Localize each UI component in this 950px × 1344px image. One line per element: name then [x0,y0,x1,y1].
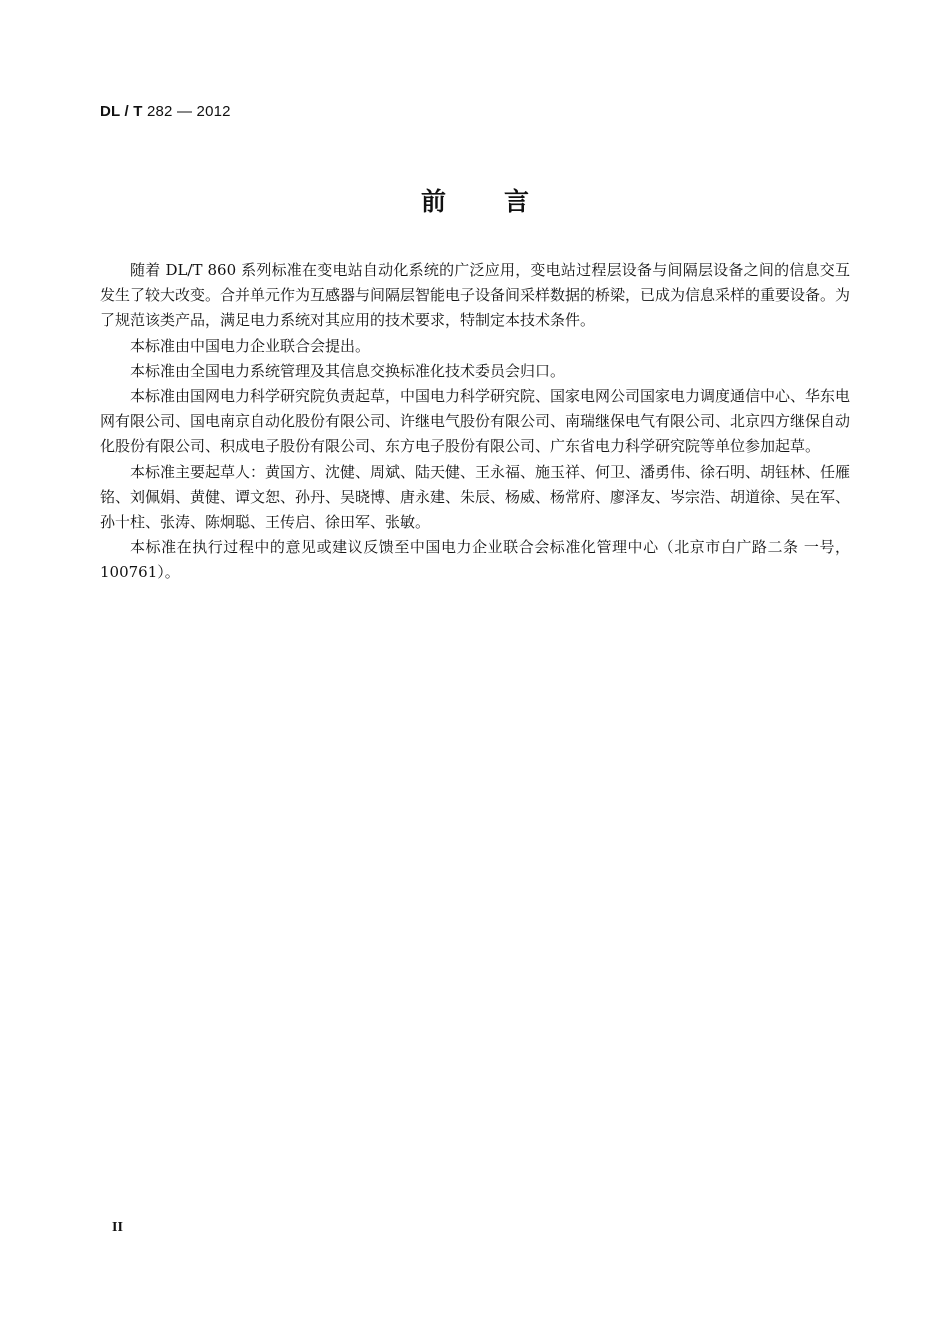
paragraph-background: 随着 DL/T 860 系列标准在变电站自动化系统的广泛应用，变电站过程层设备与间隔层设备之间的信息交互发生了较大改变。合并单元作为互感器与间隔层智能电子设备间采样数据的桥梁，已成为信息采样的重要设备。为了规范该类产品，满足电力系统对其应用的技术要求，特制定本技术条件。 [100,261,851,330]
paragraph-committee: 本标准由全国电力系统管理及其信息交换标准化技术委员会归口。 [130,361,566,380]
paragraph-drafting-units: 本标准由国网电力科学研究院负责起草，中国电力科学研究院、国家电网公司国家电力调度通信中心、华东电网有限公司、国电南京自动化股份有限公司、许继电气股份有限公司、南瑞继保电气有限公司、北京四方继保自动化股份有限公司、积成电子股份有限公司、东方电子股份有限公司、广东省电力科学研究院等单位参加起草。 [100,387,851,456]
foreword-body [100,258,850,586]
paragraph-proposer: 本标准由中国电力企业联合会提出。 [130,336,371,355]
paragraph-drafters: 本标准主要起草人：黄国方、沈健、周斌、陆天健、王永福、施玉祥、何卫、潘勇伟、徐石明、胡钰林、任雁铭、刘佩娟、黄健、谭文恕、孙丹、吴晓博、唐永建、朱辰、杨威、杨常府、廖泽友、岑宗浩、胡道徐、吴在军、孙十柱、张涛、陈炯聪、王传启、徐田军、张敏。 [100,462,851,532]
standard-code-prefix: DL / T [100,103,143,120]
page-number: II [112,1220,123,1235]
paragraph-feedback: 本标准在执行过程中的意见或建议反馈至中国电力企业联合会标准化管理中心（北京市白广路二条 一号，100761）。 [100,538,850,582]
standard-code-number: 282 — 2012 [146,103,231,120]
page-title: 前言 [420,187,587,216]
standard-code [100,103,231,120]
